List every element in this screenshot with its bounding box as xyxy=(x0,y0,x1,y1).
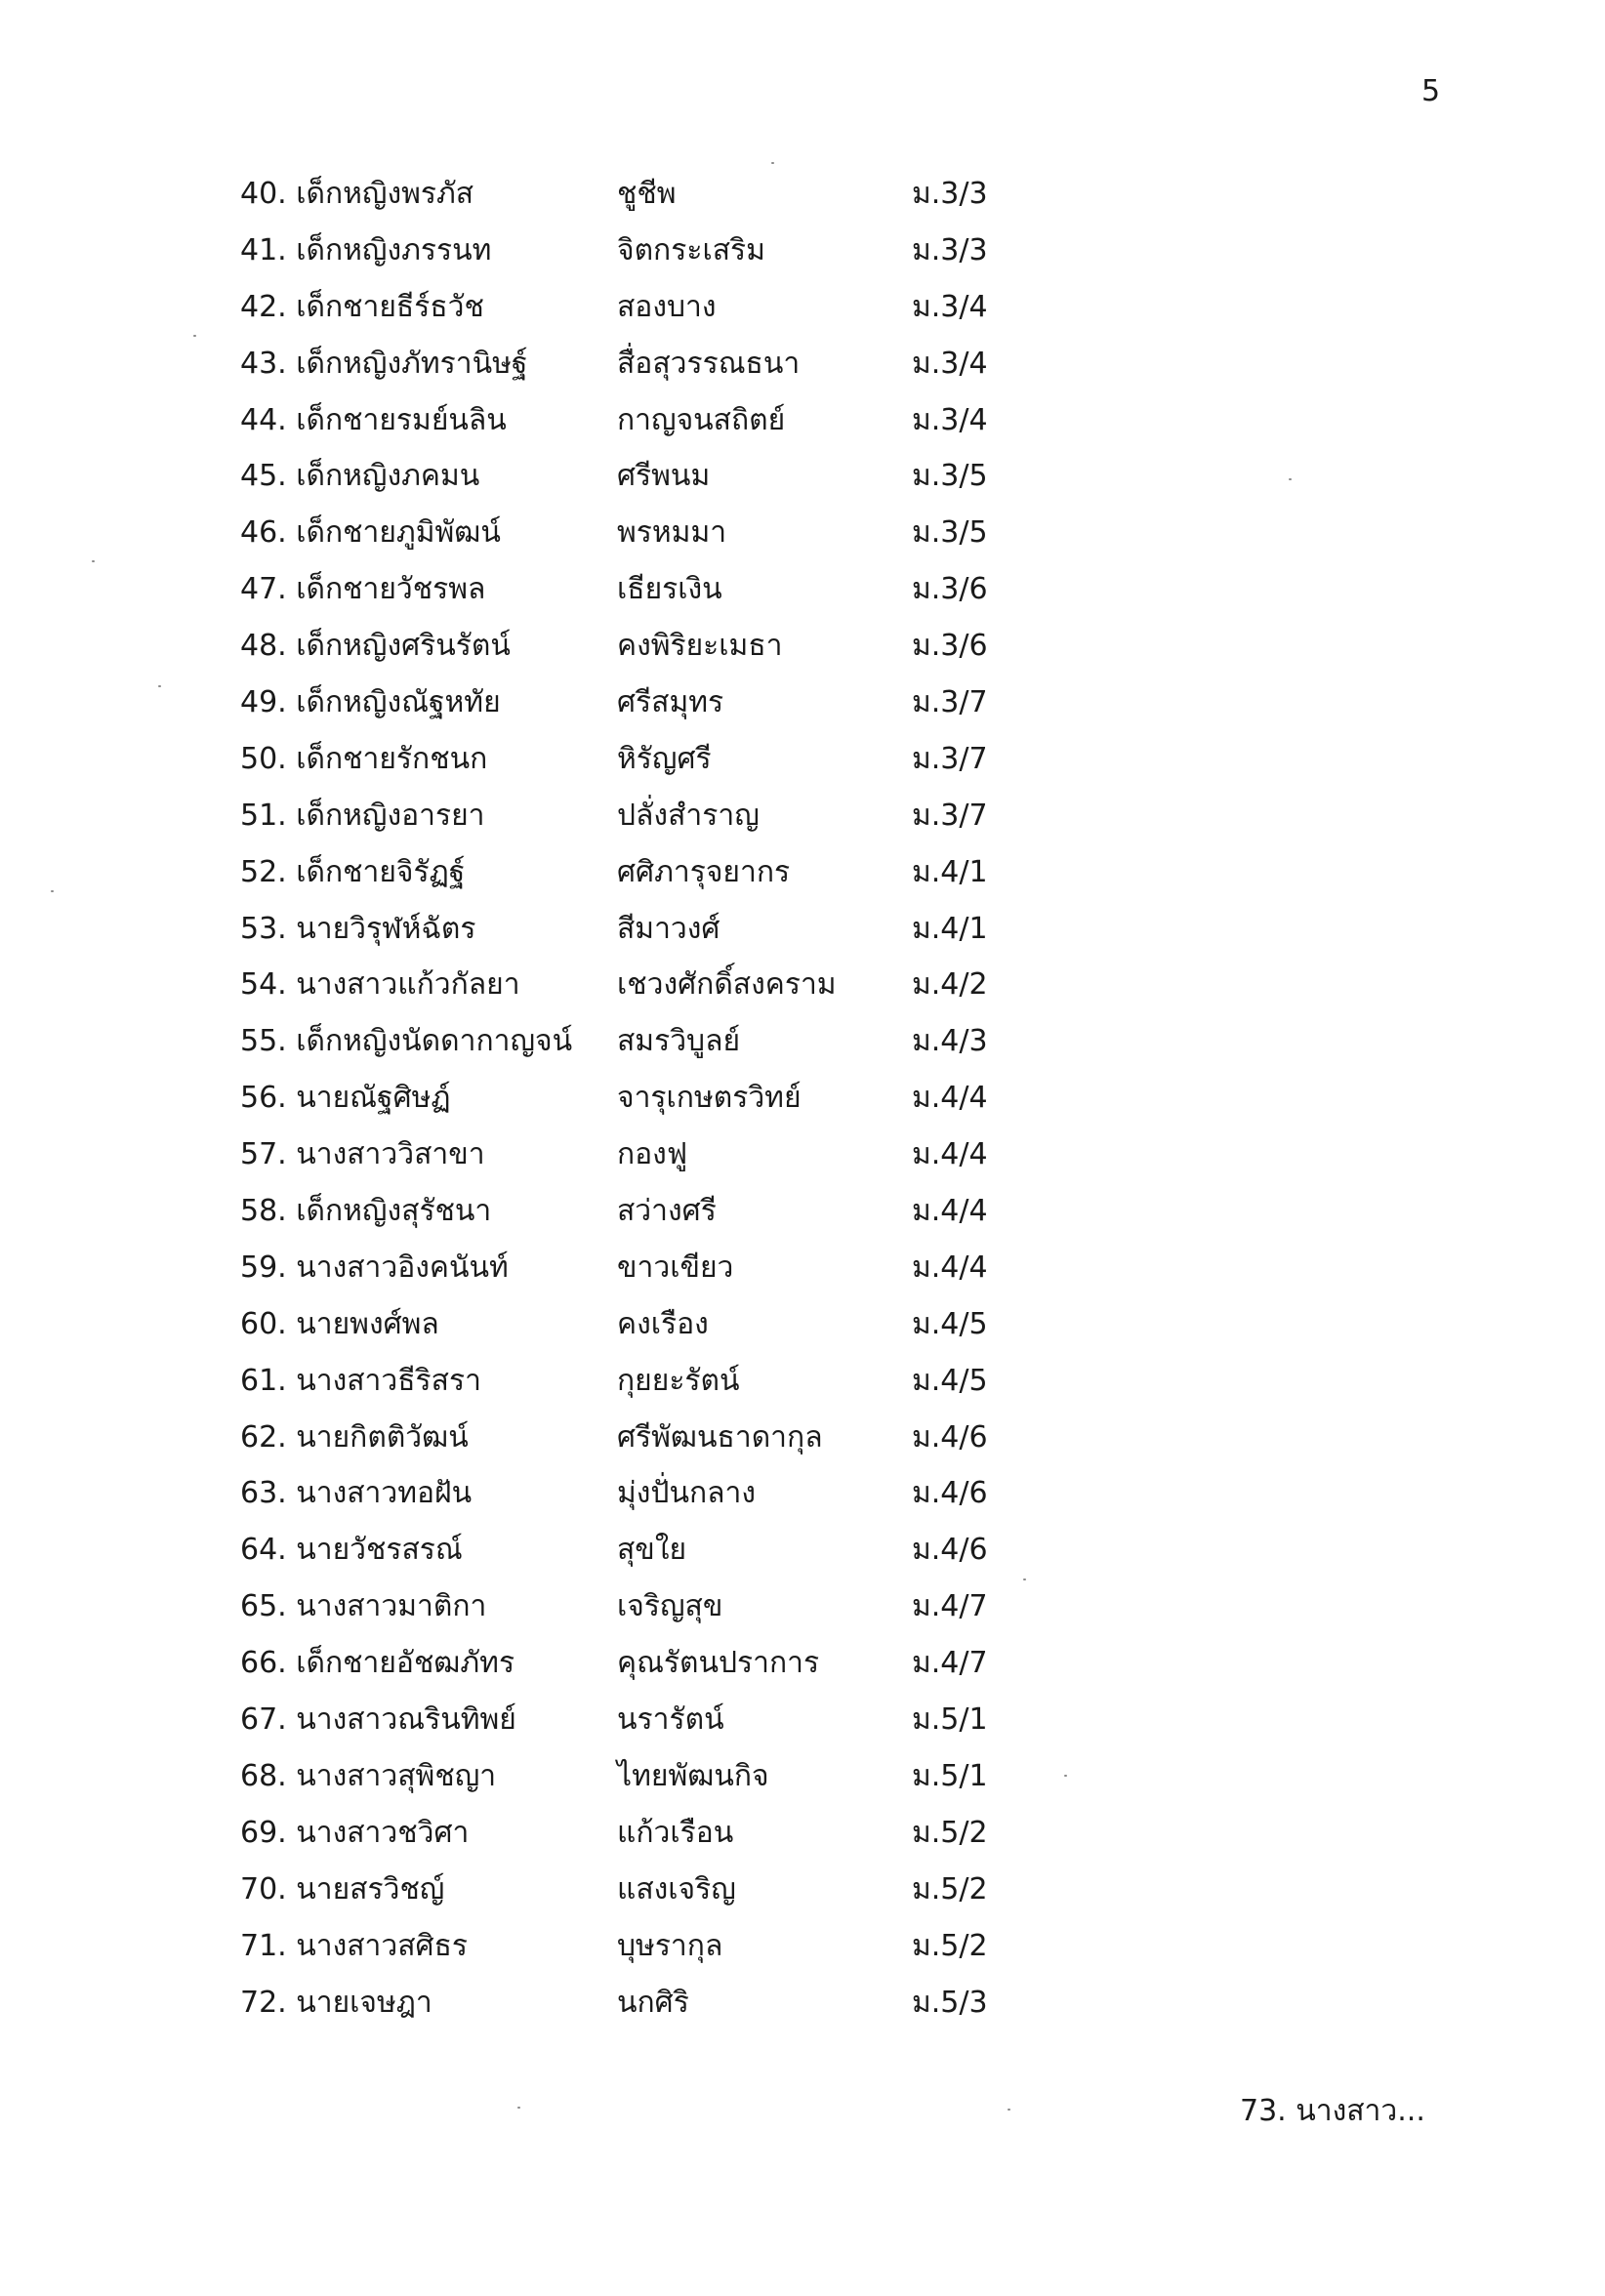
roster-row xyxy=(240,737,1119,794)
student-roster xyxy=(240,172,1119,2036)
student-surname: เชวงศักดิ์สงคราม xyxy=(617,967,837,1003)
roster-row xyxy=(240,1924,1119,1981)
student-surname: ศรีสมุทร xyxy=(617,685,724,720)
scan-speck xyxy=(1008,2109,1010,2111)
student-entry: 65. นางสาวมาติกา xyxy=(240,1589,487,1624)
roster-row xyxy=(240,1415,1119,1472)
student-surname: เธียรเงิน xyxy=(617,572,722,607)
student-entry: 49. เด็กหญิงณัฐหทัย xyxy=(240,685,501,720)
roster-row xyxy=(240,1471,1119,1528)
scan-speck xyxy=(92,560,95,562)
scan-speck xyxy=(517,2107,520,2109)
roster-row xyxy=(240,794,1119,850)
roster-row xyxy=(240,680,1119,737)
student-class: ม.5/1 xyxy=(912,1758,988,1793)
student-surname: กุยยะรัตน์ xyxy=(617,1363,740,1398)
roster-row xyxy=(240,850,1119,907)
roster-row xyxy=(240,1246,1119,1302)
roster-row xyxy=(240,907,1119,964)
student-class: ม.4/7 xyxy=(912,1589,988,1624)
student-surname: สมรวิบูลย์ xyxy=(617,1024,741,1059)
student-entry: 47. เด็กชายวัชรพล xyxy=(240,572,486,607)
student-surname: นรารัตน์ xyxy=(617,1702,724,1738)
student-class: ม.3/3 xyxy=(912,232,988,267)
scan-speck xyxy=(1289,478,1292,480)
student-entry: 40. เด็กหญิงพรภัส xyxy=(240,177,474,211)
scan-speck xyxy=(193,335,196,337)
student-entry: 61. นางสาวธีริสรา xyxy=(240,1363,481,1398)
student-class: ม.5/1 xyxy=(912,1702,988,1738)
student-class: ม.4/6 xyxy=(912,1419,988,1455)
student-surname: คงเรือง xyxy=(617,1306,709,1341)
roster-row xyxy=(240,228,1119,285)
student-entry: 48. เด็กหญิงศรินรัตน์ xyxy=(240,629,511,664)
roster-row xyxy=(240,1698,1119,1754)
student-entry: 62. นายกิตติวัฒน์ xyxy=(240,1419,469,1455)
student-surname: ปลั่งสำราญ xyxy=(617,798,760,833)
student-class: ม.4/3 xyxy=(912,1024,988,1059)
student-surname: นกศิริ xyxy=(617,1985,689,2020)
roster-row xyxy=(240,1754,1119,1811)
roster-row xyxy=(240,963,1119,1019)
student-class: ม.3/6 xyxy=(912,572,988,607)
continuation-note: 73. นางสาว... xyxy=(1240,2094,1425,2128)
roster-row xyxy=(240,398,1119,455)
roster-row xyxy=(240,567,1119,624)
roster-row xyxy=(240,1359,1119,1415)
student-entry: 71. นางสาวสศิธร xyxy=(240,1928,469,1963)
student-class: ม.3/7 xyxy=(912,798,988,833)
student-entry: 45. เด็กหญิงภคมน xyxy=(240,459,480,494)
student-surname: แสงเจริญ xyxy=(617,1871,736,1906)
roster-row xyxy=(240,1302,1119,1359)
roster-row xyxy=(240,1584,1119,1641)
roster-row xyxy=(240,1132,1119,1189)
student-class: ม.3/7 xyxy=(912,741,988,776)
roster-row xyxy=(240,1811,1119,1867)
student-surname: จารุเกษตรวิทย์ xyxy=(617,1081,802,1116)
roster-row xyxy=(240,454,1119,511)
roster-row xyxy=(240,1867,1119,1924)
student-entry: 53. นายวิรุฬห์ฉัตร xyxy=(240,911,476,946)
student-entry: 57. นางสาววิสาขา xyxy=(240,1137,485,1172)
scan-speck xyxy=(1023,1578,1026,1580)
student-entry: 50. เด็กชายรักชนก xyxy=(240,741,488,776)
student-class: ม.3/4 xyxy=(912,346,988,381)
student-class: ม.4/5 xyxy=(912,1306,988,1341)
scan-speck xyxy=(158,685,161,687)
student-entry: 58. เด็กหญิงสุรัชนา xyxy=(240,1194,492,1229)
roster-row xyxy=(240,1641,1119,1698)
roster-row xyxy=(240,1076,1119,1132)
student-class: ม.5/2 xyxy=(912,1871,988,1906)
roster-row xyxy=(240,624,1119,680)
student-entry: 54. นางสาวแก้วกัลยา xyxy=(240,967,520,1003)
page-number: 5 xyxy=(1421,74,1441,108)
student-class: ม.3/5 xyxy=(912,515,988,551)
student-surname: หิรัญศรี xyxy=(617,741,712,776)
scan-speck xyxy=(771,162,774,164)
student-entry: 68. นางสาวสุพิชญา xyxy=(240,1758,497,1793)
student-class: ม.4/5 xyxy=(912,1363,988,1398)
student-surname: มุ่งปั่นกลาง xyxy=(617,1476,757,1511)
student-entry: 63. นางสาวทอฝัน xyxy=(240,1476,473,1511)
student-class: ม.4/1 xyxy=(912,854,988,889)
student-surname: บุษรากุล xyxy=(617,1928,723,1963)
roster-row xyxy=(240,1189,1119,1246)
student-class: ม.4/2 xyxy=(912,967,988,1003)
student-class: ม.4/6 xyxy=(912,1476,988,1511)
student-surname: กองฟู xyxy=(617,1137,688,1172)
student-class: ม.4/4 xyxy=(912,1081,988,1116)
student-surname: ศรีพนม xyxy=(617,459,711,494)
student-entry: 43. เด็กหญิงภัทรานิษฐ์ xyxy=(240,346,528,381)
student-entry: 72. นายเจษฎา xyxy=(240,1985,432,2020)
student-entry: 66. เด็กชายอัชฒภัทร xyxy=(240,1646,515,1681)
roster-row xyxy=(240,342,1119,398)
student-entry: 64. นายวัชรสรณ์ xyxy=(240,1533,463,1568)
student-surname: ขาวเขียว xyxy=(617,1250,734,1285)
student-surname: คงพิริยะเมธา xyxy=(617,629,783,664)
roster-row xyxy=(240,172,1119,228)
student-class: ม.3/5 xyxy=(912,459,988,494)
student-class: ม.4/6 xyxy=(912,1533,988,1568)
student-class: ม.3/3 xyxy=(912,177,988,211)
student-entry: 52. เด็กชายจิรัฏฐ์ xyxy=(240,854,466,889)
student-class: ม.5/2 xyxy=(912,1815,988,1850)
roster-row xyxy=(240,511,1119,567)
student-surname: ชูชีพ xyxy=(617,177,677,211)
scan-speck xyxy=(1064,1775,1067,1777)
student-surname: สองบาง xyxy=(617,289,717,324)
student-class: ม.3/6 xyxy=(912,629,988,664)
student-surname: คุณรัตนปราการ xyxy=(617,1646,820,1681)
student-entry: 69. นางสาวชวิศา xyxy=(240,1815,470,1850)
roster-row xyxy=(240,1019,1119,1076)
roster-row xyxy=(240,285,1119,342)
student-surname: สื่อสุวรรณธนา xyxy=(617,346,801,381)
student-entry: 70. นายสรวิชญ์ xyxy=(240,1871,445,1906)
roster-row xyxy=(240,1528,1119,1584)
student-class: ม.4/4 xyxy=(912,1250,988,1285)
student-entry: 60. นายพงศ์พล xyxy=(240,1306,439,1341)
student-entry: 59. นางสาวอิงคนันท์ xyxy=(240,1250,509,1285)
student-entry: 67. นางสาวณรินทิพย์ xyxy=(240,1702,516,1738)
student-class: ม.4/1 xyxy=(912,911,988,946)
student-surname: จิตกระเสริม xyxy=(617,232,765,267)
student-entry: 42. เด็กชายธีร์ธวัช xyxy=(240,289,484,324)
roster-row xyxy=(240,1981,1119,2037)
student-class: ม.4/4 xyxy=(912,1194,988,1229)
student-entry: 56. นายณัฐศิษฏ์ xyxy=(240,1081,451,1116)
student-class: ม.4/4 xyxy=(912,1137,988,1172)
student-surname: ศศิภารุจยากร xyxy=(617,854,791,889)
student-surname: สว่างศรี xyxy=(617,1194,717,1229)
student-surname: กาญจนสถิตย์ xyxy=(617,402,786,437)
student-class: ม.5/2 xyxy=(912,1928,988,1963)
student-surname: สีมาวงศ์ xyxy=(617,911,720,946)
student-class: ม.3/4 xyxy=(912,289,988,324)
scan-speck xyxy=(51,890,54,892)
student-entry: 51. เด็กหญิงอารยา xyxy=(240,798,485,833)
student-class: ม.3/4 xyxy=(912,402,988,437)
student-surname: แก้วเรือน xyxy=(617,1815,734,1850)
student-entry: 44. เด็กชายรมย์นลิน xyxy=(240,402,507,437)
student-class: ม.4/7 xyxy=(912,1646,988,1681)
student-entry: 41. เด็กหญิงภรรนท xyxy=(240,232,492,267)
student-surname: ไทยพัฒนกิจ xyxy=(617,1758,769,1793)
student-entry: 55. เด็กหญิงนัดดากาญจน์ xyxy=(240,1024,573,1059)
student-surname: พรหมมา xyxy=(617,515,727,551)
student-surname: เจริญสุข xyxy=(617,1589,723,1624)
student-surname: ศรีพัฒนธาดากุล xyxy=(617,1419,823,1455)
student-class: ม.3/7 xyxy=(912,685,988,720)
student-surname: สุขใย xyxy=(617,1533,687,1568)
student-class: ม.5/3 xyxy=(912,1985,988,2020)
student-entry: 46. เด็กชายภูมิพัฒน์ xyxy=(240,515,501,551)
